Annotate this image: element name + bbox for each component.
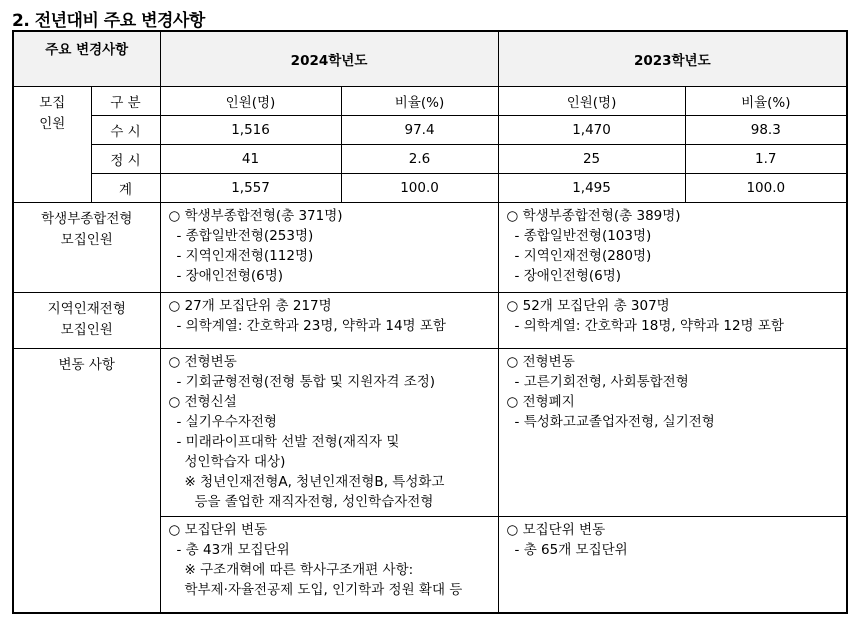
regional-label-line2: 모집인원 [60, 322, 113, 338]
list-item: - 장애인전형(6명) [176, 268, 284, 284]
list-item: - 실기우수자전형 [176, 414, 277, 430]
list-item: 성인학습자 대상) [184, 454, 286, 470]
list-item: - 의학계열: 간호학과 18명, 약학과 12명 포함 [514, 318, 784, 334]
count-2023: 1,495 [498, 174, 685, 203]
student-2024 [160, 203, 498, 293]
count-2023: 25 [498, 145, 685, 174]
list-item: - 총 43개 모집단위 [176, 542, 290, 558]
count-header-2024: 인원(명) [160, 87, 341, 116]
table-row [13, 174, 847, 203]
count-2024: 1,557 [160, 174, 341, 203]
count-2024: 41 [160, 145, 341, 174]
list-item: ※ 청년인재전형A, 청년인재전형B, 특성화고 [184, 474, 445, 490]
list-item: - 특성화고교졸업자전형, 실기전형 [514, 414, 715, 430]
count-2024: 1,516 [160, 116, 341, 145]
table-row [13, 293, 847, 349]
header-2024: 2024학년도 [160, 31, 498, 87]
changes-2023-units [498, 517, 847, 613]
regional-label-line1: 지역인재전형 [47, 301, 126, 317]
ratio-header-2024: 비율(%) [341, 87, 498, 116]
changes-2024-units [160, 517, 498, 613]
category-header: 구 분 [91, 87, 160, 116]
row-name: 정 시 [91, 145, 160, 174]
changes-2024-selection [160, 349, 498, 517]
table-header-row [13, 31, 847, 87]
list-item: ○ 학생부종합전형(총 371명) [168, 208, 343, 224]
student-label [13, 203, 160, 293]
ratio-2023: 100.0 [685, 174, 847, 203]
page-title: 2. 전년대비 주요 변경사항 [12, 11, 205, 31]
list-item: ○ 52개 모집단위 총 307명 [506, 298, 670, 314]
list-item: ※ 구조개혁에 따른 학사구조개편 사항: [184, 562, 414, 578]
recruit-label [13, 87, 91, 203]
ratio-2023: 1.7 [685, 145, 847, 174]
recruit-label-line2: 인원 [39, 116, 66, 132]
table-row [13, 116, 847, 145]
table-row [13, 203, 847, 293]
regional-2023 [498, 293, 847, 349]
list-item: ○ 모집단위 변동 [168, 522, 268, 538]
student-label-line1: 학생부종합전형 [41, 211, 133, 227]
list-item: - 기회균형전형(전형 통합 및 지원자격 조정) [176, 374, 436, 390]
ratio-2024: 100.0 [341, 174, 498, 203]
list-item: - 고른기회전형, 사회통합전형 [514, 374, 689, 390]
comparison-table [12, 30, 848, 614]
list-item: ○ 전형폐지 [506, 394, 575, 410]
list-item: - 총 65개 모집단위 [514, 542, 628, 558]
table-row [13, 349, 847, 517]
list-item: ○ 27개 모집단위 총 217명 [168, 298, 332, 314]
list-item: ○ 전형신설 [168, 394, 237, 410]
table-row [13, 87, 847, 116]
changes-2023-selection [498, 349, 847, 517]
list-item: ○ 전형변동 [506, 354, 575, 370]
student-label-line2: 모집인원 [60, 232, 113, 248]
list-item: - 미래라이프대학 선발 전형(재직자 및 [176, 434, 400, 450]
list-item: ○ 학생부종합전형(총 389명) [506, 208, 681, 224]
recruit-label-line1: 모집 [39, 95, 66, 111]
ratio-2023: 98.3 [685, 116, 847, 145]
count-2023: 1,470 [498, 116, 685, 145]
changes-label: 변동 사항 [13, 349, 160, 613]
list-item: - 종합일반전형(253명) [176, 228, 314, 244]
list-item: - 지역인재전형(112명) [176, 248, 314, 264]
count-header-2023: 인원(명) [498, 87, 685, 116]
table-row [13, 145, 847, 174]
list-item: 등을 졸업한 재직자전형, 성인학습자전형 [194, 494, 434, 510]
ratio-2024: 97.4 [341, 116, 498, 145]
header-2023: 2023학년도 [498, 31, 847, 87]
regional-label [13, 293, 160, 349]
list-item: ○ 전형변동 [168, 354, 237, 370]
row-name: 계 [91, 174, 160, 203]
list-item: 학부제·자율전공제 도입, 인기학과 정원 확대 등 [184, 582, 463, 598]
ratio-header-2023: 비율(%) [685, 87, 847, 116]
ratio-2024: 2.6 [341, 145, 498, 174]
list-item: ○ 모집단위 변동 [506, 522, 606, 538]
list-item: - 지역인재전형(280명) [514, 248, 652, 264]
regional-2024 [160, 293, 498, 349]
row-name: 수 시 [91, 116, 160, 145]
list-item: - 종합일반전형(103명) [514, 228, 652, 244]
header-main-changes: 주요 변경사항 [13, 31, 160, 87]
list-item: - 장애인전형(6명) [514, 268, 622, 284]
student-2023 [498, 203, 847, 293]
list-item: - 의학계열: 간호학과 23명, 약학과 14명 포함 [176, 318, 446, 334]
